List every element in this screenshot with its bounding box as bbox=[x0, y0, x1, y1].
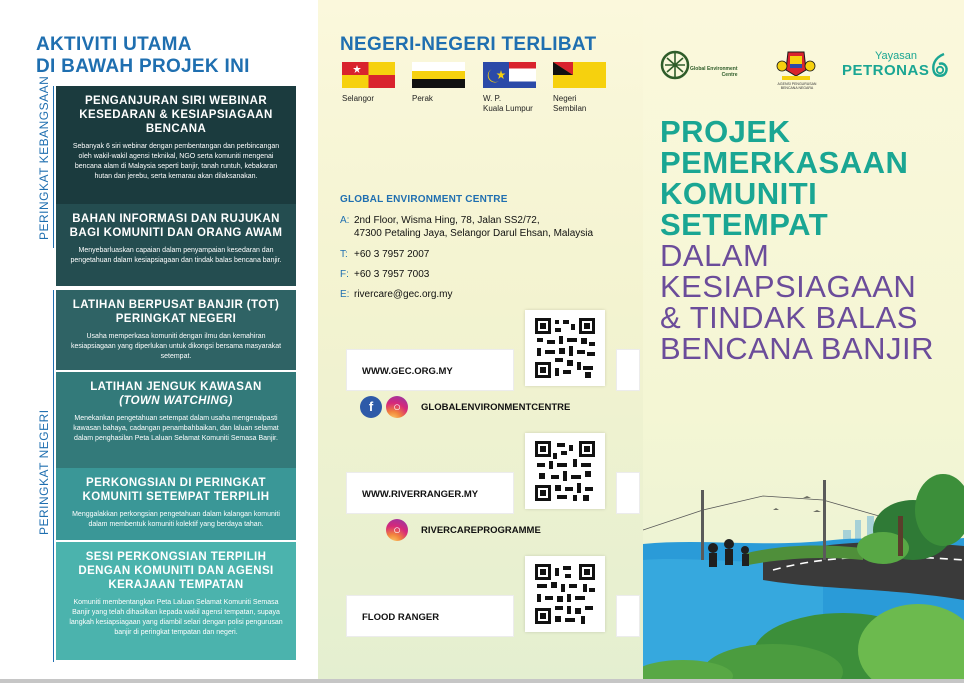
activity-card-webinar bbox=[56, 86, 296, 204]
contact-key: A: bbox=[340, 215, 350, 226]
instagram-icon[interactable]: ○ bbox=[386, 396, 408, 418]
state-level-line bbox=[53, 290, 54, 662]
state-caption-perak bbox=[412, 94, 433, 104]
contact-key: T: bbox=[340, 249, 348, 260]
activity-title: PENGANJURAN SIRI WEBINAR KESEDARAN & KESIAPSIAGAAN BENCANA bbox=[79, 95, 273, 135]
gec-logo-icon bbox=[660, 50, 690, 80]
activity-desc: Menyebarluaskan capaian dalam penyampaian kesedaran dan pengetahuan dalam kesiapsiagaan dan tindak balas bencana banjir. bbox=[70, 247, 282, 264]
gec-logo-line1: Global Environment bbox=[690, 66, 738, 72]
rivercare-social-handle[interactable]: RIVERCAREPROGRAMME bbox=[421, 525, 541, 536]
activity-title bbox=[66, 380, 286, 408]
flood-ranger-link[interactable]: FLOOD RANGER bbox=[362, 612, 440, 623]
negeri-sembilan-flag bbox=[553, 62, 606, 88]
states-heading: NEGERI-NEGERI TERLIBAT bbox=[340, 34, 597, 55]
national-level-line bbox=[53, 86, 54, 248]
qr-graphic bbox=[525, 310, 605, 386]
jata-caption: AGENSI PENGURUSAN BENCANA NEGARA bbox=[777, 82, 817, 90]
state-caption-ns bbox=[553, 94, 586, 114]
state-caption-kl bbox=[483, 94, 533, 114]
state-name-line2: Sembilan bbox=[553, 104, 587, 113]
activity-card-tot bbox=[56, 290, 296, 370]
petronas-logo-icon bbox=[928, 52, 950, 78]
national-level-label: PERINGKAT KEBANGSAAN bbox=[37, 75, 51, 240]
gec-logo-line2: Centre bbox=[721, 72, 738, 78]
title-light-line: BENCANA BANJIR bbox=[660, 331, 935, 366]
gec-qr-code[interactable] bbox=[525, 310, 605, 386]
qr-graphic bbox=[525, 433, 605, 509]
activity-title: BAHAN INFORMASI DAN RUJUKAN BAGI KOMUNITI DAN ORANG AWAM bbox=[69, 213, 283, 239]
activity-desc: Menggalakkan perkongsian pengetahuan dalam kalangan komuniti dalam membentuk komuniti kolektif yang berdaya tahan. bbox=[72, 511, 280, 528]
contact-fax bbox=[340, 268, 429, 281]
flood-community-illustration bbox=[643, 420, 964, 683]
activity-title: LATIHAN BERPUSAT BANJIR (TOT) PERINGKAT NEGERI bbox=[72, 299, 280, 325]
contact-value: +60 3 7957 7003 bbox=[354, 269, 430, 280]
gec-logo-text bbox=[690, 66, 738, 78]
qr-graphic bbox=[525, 556, 605, 632]
flood-ranger-tab bbox=[617, 596, 639, 636]
activities-heading-line1: AKTIVITI UTAMA bbox=[36, 34, 192, 55]
bottom-rule bbox=[0, 679, 964, 683]
riverranger-website-link[interactable]: WWW.RIVERRANGER.MY bbox=[362, 489, 479, 500]
state-name: Selangor bbox=[342, 94, 375, 103]
contact-address bbox=[340, 214, 593, 240]
state-name: Perak bbox=[412, 94, 433, 103]
title-bold-line: PROJEK bbox=[660, 114, 791, 149]
flood-ranger-qr-code[interactable] bbox=[525, 556, 605, 632]
title-bold-line: PEMERKASAAN bbox=[660, 145, 909, 180]
petronas-yayasan-text: Yayasan bbox=[875, 50, 917, 62]
petronas-logo-text: PETRONAS bbox=[842, 62, 930, 79]
title-light-line: KESIAPSIAGAAN bbox=[660, 269, 917, 304]
activity-title: SESI PERKONGSIAN TERPILIH DENGAN KOMUNITI DAN AGENSI KERAJAAN TEMPATAN bbox=[78, 551, 274, 591]
state-name: W. P. bbox=[483, 94, 502, 103]
activity-desc: Sebanyak 6 siri webinar dengan pembentangan dan perbincangan oleh wakil-wakil agensi teknikal, NGO serta komuniti mengenai bencana alam di Malaysia seperti banjir, tanah runtuh, kebakaran hutan dan jerebu, serta kemarau akan dilaksanakan. bbox=[72, 143, 280, 180]
organization-name: GLOBAL ENVIRONMENT CENTRE bbox=[340, 194, 508, 205]
activities-heading bbox=[36, 34, 250, 78]
perak-flag bbox=[412, 62, 465, 88]
contact-value[interactable]: +60 3 7957 2007 bbox=[354, 249, 430, 260]
contact-email bbox=[340, 288, 453, 301]
gec-social-handle[interactable]: GLOBALENVIRONMENTCENTRE bbox=[421, 402, 571, 413]
title-light-line: & TINDAK BALAS bbox=[660, 300, 918, 335]
gec-tab bbox=[617, 350, 639, 390]
activity-title: PERKONGSIAN DI PERINGKAT KOMUNITI SETEMPAT TERPILIH bbox=[82, 477, 270, 503]
gec-website-link[interactable]: WWW.GEC.ORG.MY bbox=[362, 366, 453, 377]
contact-value[interactable]: rivercare@gec.org.my bbox=[354, 289, 453, 300]
title-light-line: DALAM bbox=[660, 238, 770, 273]
state-level-label: PERINGKAT NEGERI bbox=[37, 409, 51, 535]
contact-key: F: bbox=[340, 269, 349, 280]
jata-negara-icon bbox=[776, 48, 816, 82]
contact-key: E: bbox=[340, 289, 350, 300]
title-bold-line: SETEMPAT bbox=[660, 207, 829, 242]
title-bold-line: KOMUNITI bbox=[660, 176, 818, 211]
contact-value-line2: 47300 Petaling Jaya, Selangor Darul Ehsan, Malaysia bbox=[354, 228, 594, 239]
activity-card-agency-session bbox=[56, 542, 296, 660]
state-caption-selangor bbox=[342, 94, 374, 104]
activity-title-main: LATIHAN JENGUK KAWASAN bbox=[90, 381, 262, 393]
contact-phone bbox=[340, 248, 429, 261]
activity-card-sharing bbox=[56, 468, 296, 540]
selangor-flag bbox=[342, 62, 395, 88]
activities-heading-line2: DI BAWAH PROJEK INI bbox=[36, 56, 250, 77]
instagram-icon[interactable]: ○ bbox=[386, 519, 408, 541]
facebook-icon[interactable]: f bbox=[360, 396, 382, 418]
state-name: Negeri bbox=[553, 94, 577, 103]
activity-desc: Komuniti membentangkan Peta Laluan Selamat Komuniti Semasa Banjir yang telah dihasilkan kepada wakil agensi tempatan, supaya langkah kesiapsiagaan yang diambil selari dengan polisi pengurusan banjir di peringkat tempatan dan negeri. bbox=[69, 599, 283, 636]
contact-value: 2nd Floor, Wisma Hing, 78, Jalan SS2/72, bbox=[354, 215, 540, 226]
project-title bbox=[660, 116, 934, 364]
activity-title-sub: (TOWN WATCHING) bbox=[119, 395, 233, 407]
activity-desc: Usaha memperkasa komuniti dengan ilmu dan kemahiran kesiapsiagaan yang diperlukan untuk dikongsi bersama masyarakat setempat. bbox=[70, 333, 282, 360]
activity-card-town-watching bbox=[56, 372, 296, 468]
kuala-lumpur-flag bbox=[483, 62, 536, 88]
state-name-line2: Kuala Lumpur bbox=[483, 104, 533, 113]
activity-desc: Menekankan pengetahuan setempat dalam usaha mengenalpasti kawasan bahaya, cadangan penambahbaikan, dan laluan selamat dalam penghasilan Peta Laluan Selamat Komuniti Semasa Banjir. bbox=[73, 415, 279, 442]
activity-card-materials bbox=[56, 204, 296, 286]
riverranger-tab bbox=[617, 473, 639, 513]
riverranger-qr-code[interactable] bbox=[525, 433, 605, 509]
